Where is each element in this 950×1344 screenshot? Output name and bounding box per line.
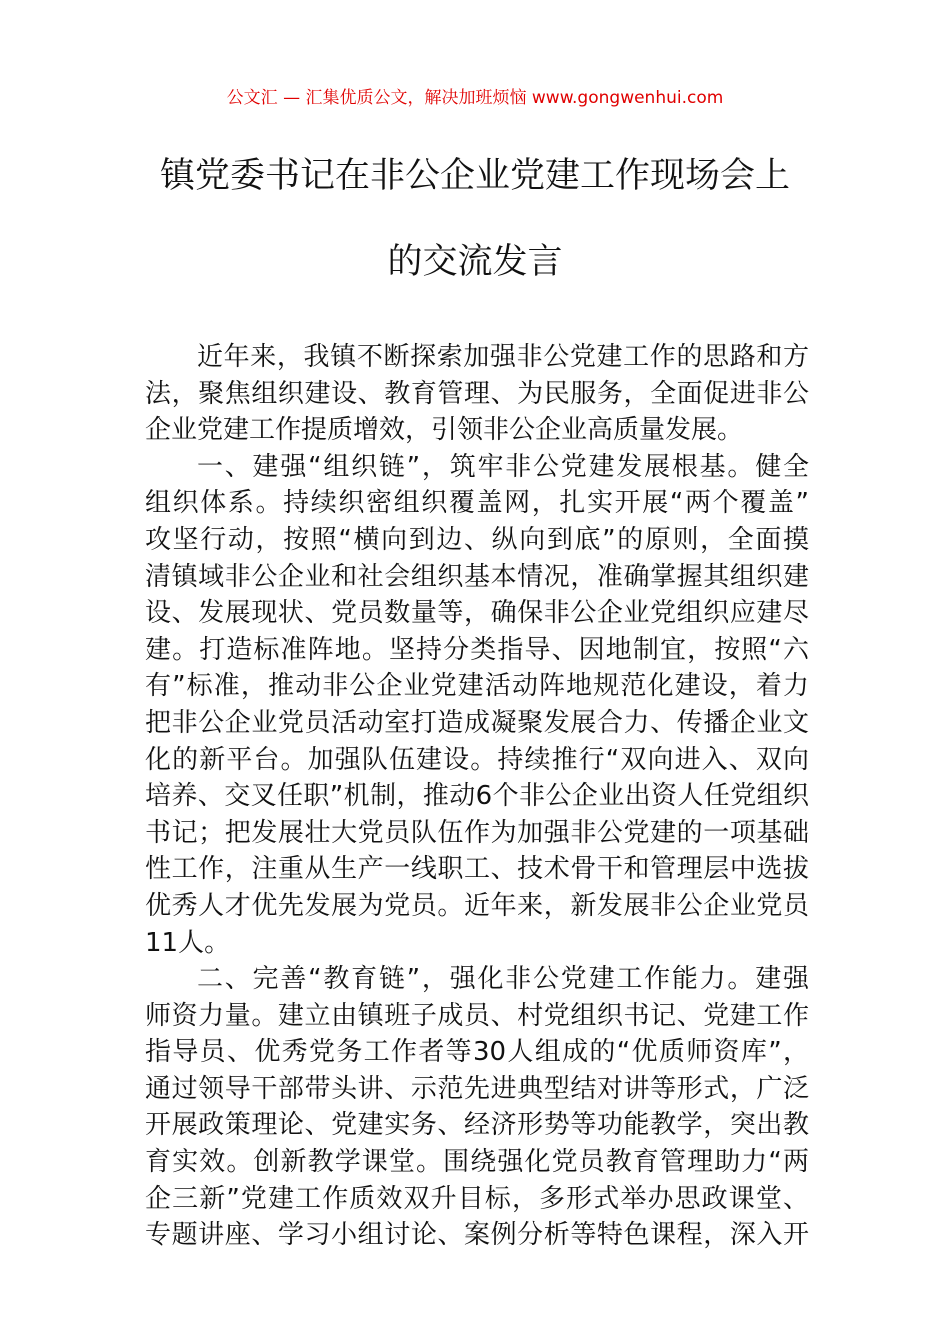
text-line: 设、发展现状、党员数量等，确保非公企业党组织应建尽: [145, 598, 809, 629]
text-line: 性工作，注重从生产一线职工、技术骨干和管理层中选拔: [145, 854, 809, 885]
text-line: 法，聚焦组织建设、教育管理、为民服务，全面促进非公: [145, 378, 809, 409]
text-line: 化的新平台。加强队伍建设。持续推行“双向进入、双向: [145, 744, 809, 775]
text-line: 企三新”党建工作质效双升目标，多形式举办思政课堂、: [145, 1183, 809, 1214]
text-line: 优秀人才优先发展为党员。近年来，新发展非公企业党员: [145, 890, 809, 921]
text-line: 建。打造标准阵地。坚持分类指导、因地制宜，按照“六: [145, 634, 809, 665]
text-line: 组织体系。持续织密组织覆盖网，扎实开展“两个覆盖”: [145, 488, 809, 519]
text-line: 通过领导干部带头讲、示范先进典型结对讲等形式，广泛: [145, 1073, 809, 1104]
text-line: 开展政策理论、党建实务、经济形势等功能教学，突出教: [145, 1110, 809, 1141]
text-line: 二、完善“教育链”，强化非公党建工作能力。建强: [197, 964, 809, 995]
text-line: 有”标准，推动非公企业党建活动阵地规范化建设，着力: [145, 671, 809, 702]
document-title: [120, 150, 830, 288]
text-line: 企业党建工作提质增效，引领非公企业高质量发展。: [145, 415, 744, 446]
text-line: 近年来，我镇不断探索加强非公党建工作的思路和方: [197, 342, 809, 372]
text-line: 师资力量。建立由镇班子成员、村党组织书记、党建工作: [145, 1000, 809, 1031]
text-line: 一、建强“组织链”，筑牢非公党建发展根基。健全: [197, 451, 809, 482]
text-line: 11人。: [145, 927, 231, 958]
text-line: 培养、交叉任职”机制，推动6个非公企业出资人任党组织: [145, 781, 809, 812]
text-line: 指导员、优秀党务工作者等30人组成的“优质师资库”，: [145, 1037, 809, 1068]
text-line: 书记；把发展壮大党员队伍作为加强非公党建的一项基础: [145, 817, 809, 848]
text-line: 育实效。创新教学课堂。围绕强化党员教育管理助力“两: [145, 1147, 809, 1178]
text-line: 清镇域非公企业和社会组织基本情况，准确掌握其组织建: [145, 561, 809, 592]
text-line: 攻坚行动，按照“横向到边、纵向到底”的原则，全面摸: [145, 524, 809, 555]
title-line-2: 的交流发言: [387, 242, 563, 282]
paragraph-intro: [145, 339, 809, 449]
paragraph-section-2: [145, 961, 809, 1254]
text-line: 专题讲座、学习小组讨论、案例分析等特色课程，深入开: [145, 1220, 809, 1251]
title-line-1: 镇党委书记在非公企业党建工作现场会上: [159, 156, 790, 196]
site-header-banner: 公文汇 — 汇集优质公文，解决加班烦恼 www.gongwenhui.com: [226, 88, 724, 108]
document-body: [145, 339, 809, 1254]
paragraph-section-1: [145, 449, 809, 961]
text-line: 把非公企业党员活动室打造成凝聚发展合力、传播企业文: [145, 707, 809, 738]
